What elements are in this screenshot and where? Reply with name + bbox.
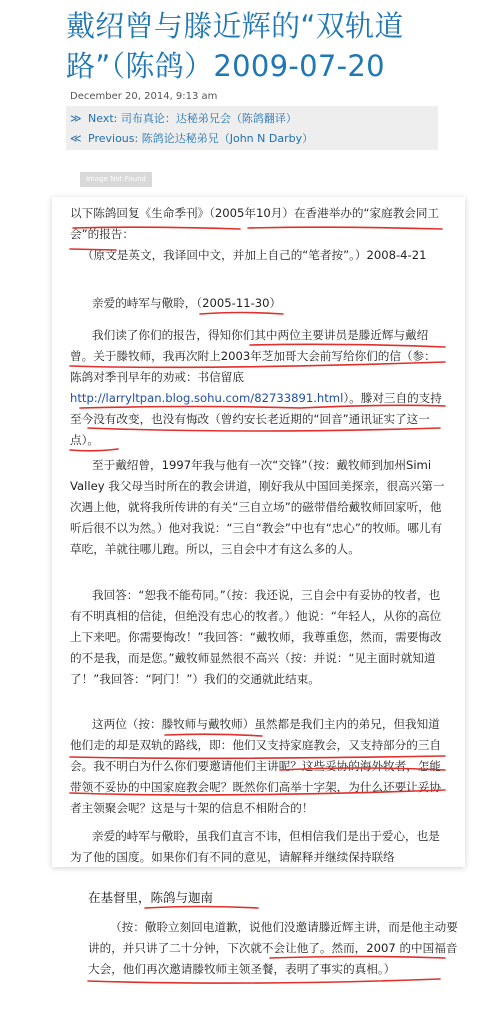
letter-signature: 在基督里，陈鸽与迦南 [88, 890, 214, 905]
article-title: 戴绍曾与滕近辉的“双轨道路”（陈鸽）2009-07-20 [66, 9, 404, 83]
double-chevron-left-icon: ≪ [70, 132, 82, 145]
post-navigation [66, 106, 438, 150]
previous-prefix: Previous: [88, 132, 139, 145]
translator-note: （原文是英文，我译回中文，并加上自己的“笔者按”。）2008-4-21 [82, 248, 427, 262]
letter-intro: 以下陈鸽回复《生命季刊》（2005年10月）在香港举办的“家庭教会同工会”的报告： [70, 206, 440, 241]
double-chevron-right-icon: ≫ [70, 112, 82, 125]
post-date: December 20, 2014, 9:13 am [70, 91, 218, 102]
letter-paragraph-2: 至于戴绍曾，1997年我与他有一次“交锋”（按：戴牧师到加州Simi Valley 我父母当时所在的教会讲道，刚好我从中国回美探亲，很高兴第一次遇上他，就将我所传讲的有关“三自立场”的磁带借给戴牧师回家听，他听后很不以为然。）他对我说：“三自“教会”中也有“忠心”的牧师。哪儿有草吃，羊就往哪儿跑。所以，三自会中才有这么多的人。 [70, 458, 445, 556]
previous-post-link[interactable] [70, 130, 313, 146]
letter-paragraph-5: 亲爱的峙军与儆聆，虽我们直言不讳，但相信我们是出于爱心，也是为了他的国度。如果你们有不同的意见，请解释并继续保持联络 [70, 829, 440, 864]
next-post-title: 司布真论：达秘弟兄会（陈鸽翻译） [120, 112, 297, 125]
image-not-found-placeholder: Image Not Found [80, 172, 152, 187]
next-post-link[interactable] [70, 110, 297, 126]
letter-paragraph-4: 这两位（按：滕牧师与戴牧师）虽然都是我们主内的弟兄，但我知道他们走的却是双轨的路线，即：他们又支持家庭教会，又支持部分的三自会。我不明白为什么你们要邀请他们主讲呢？这些妥协的海外牧者，怎能带领不妥协的中国家庭教会呢？既然你们高举十字架，为什么还要让妥协者主领聚会呢？这是与十架的信息不相附合的！ [70, 717, 442, 815]
previous-post-title: 陈鸽论达秘弟兄（John N Darby） [141, 132, 314, 145]
paragraph-1-end: ）。滕对三自的支持至今没有改变，也没有悔改（曾约安长老近期的“回音”通讯证实了这一点）。 [70, 391, 442, 447]
letter-greeting: 亲爱的峙军与儆聆，（2005-11-30） [92, 296, 282, 310]
blog-link[interactable]: http://larryltpan.blog.sohu.com/82733891.html [70, 391, 344, 405]
paragraph-1-text: 我们读了你们的报告，得知你们其中两位主要讲员是滕近辉与戴绍曾。关于滕牧师，我再次附上2003年芝加哥大会前写给你们的信（参：陈鸽对季刊早年的劝戒：书信留底 [70, 328, 436, 384]
letter-paragraph-3: 我回答：“恕我不能苟同。”（按：我还说，三自会中有妥协的牧者，也有不明真相的信徒，但绝没有忠心的牧者。）他说：“年轻人，从你的高位上下来吧。你需要悔改！”我回答：“戴牧师，我尊重您，然而，需要悔改的不是我，而是您。”戴牧师显然很不高兴（按：并说：“见主面时就知道了！”我回答：“阿门！”）我们的交通就此结束。 [70, 588, 442, 686]
letter-paragraph-1 [70, 325, 445, 451]
closing-note: （按：儆聆立刻回电道歉，说他们没邀请滕近辉主讲，而是他主动要讲的，并只讲了二十分钟，下次就不会让他了。然而，2007 的中国福音大会，他们再次邀请滕牧师主领圣餐，表明了事实的真相。） [88, 920, 458, 976]
next-prefix: Next: [88, 112, 118, 125]
